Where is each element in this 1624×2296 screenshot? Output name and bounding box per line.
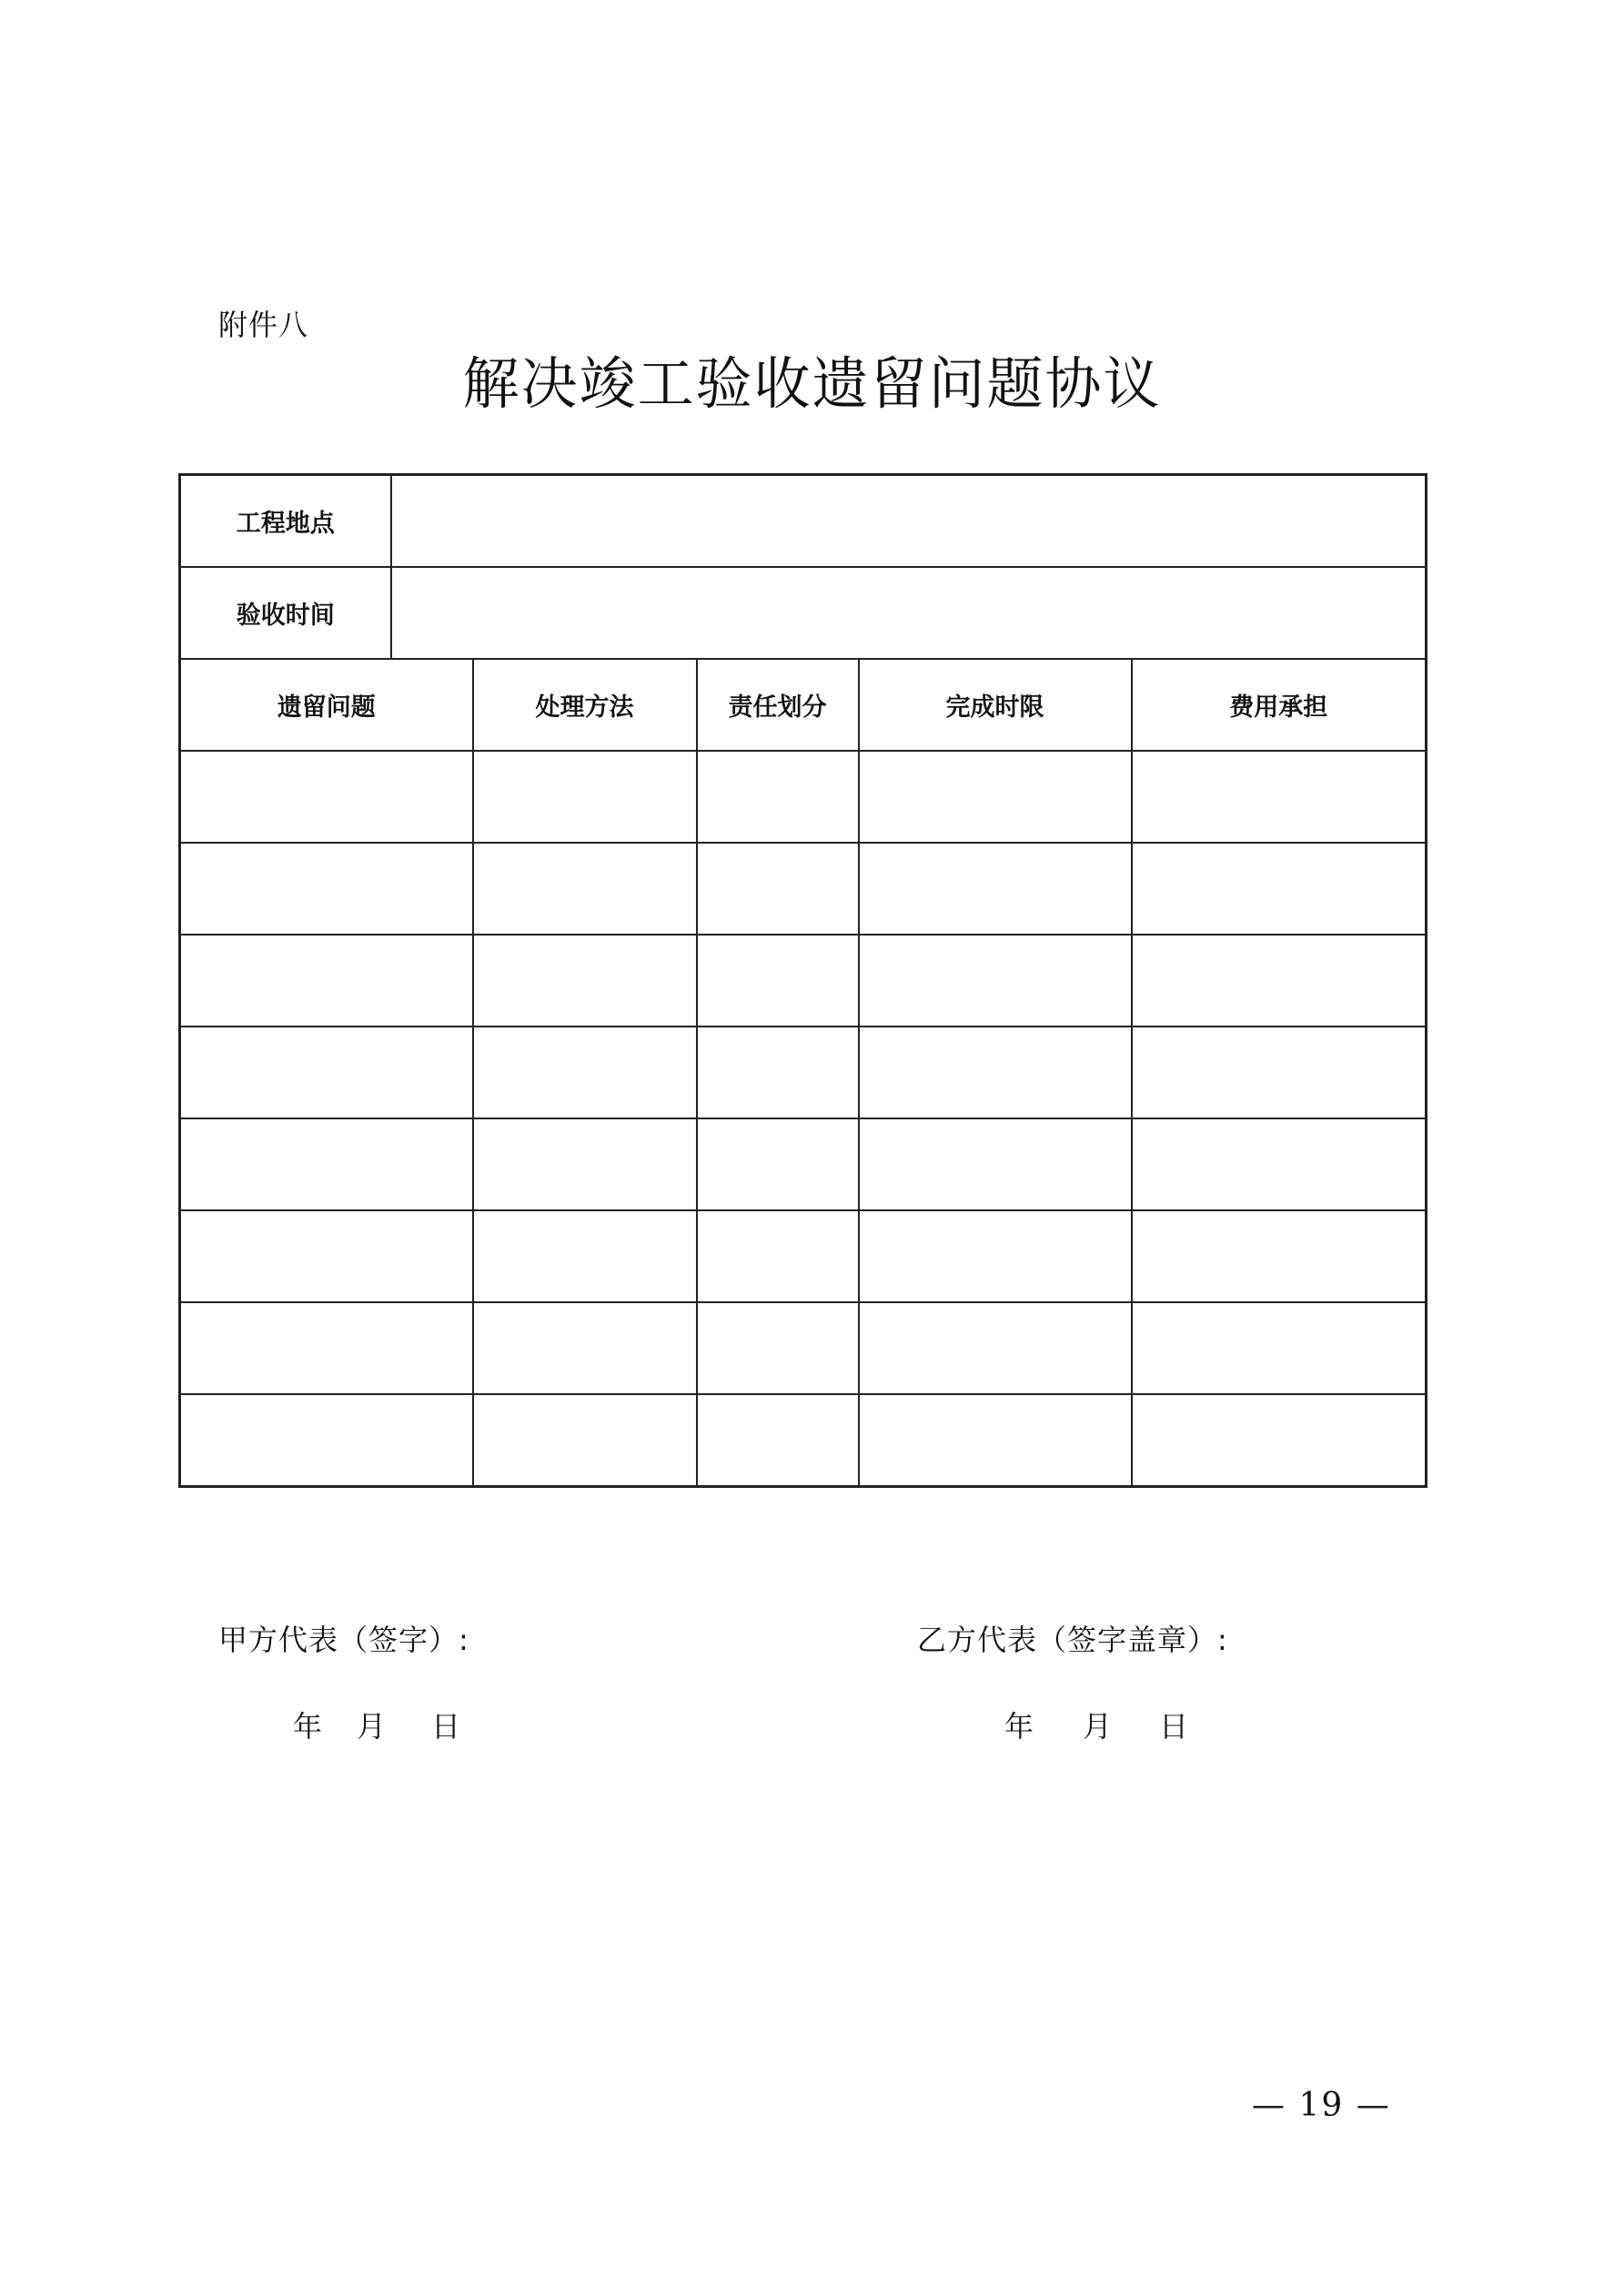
table-row bbox=[180, 1302, 1427, 1394]
table-row bbox=[180, 843, 1427, 935]
agreement-table bbox=[178, 473, 1427, 1488]
responsibility-cell[interactable] bbox=[697, 1302, 859, 1394]
remaining-issue-cell[interactable] bbox=[180, 751, 473, 843]
cost-bearing-cell[interactable] bbox=[1132, 1027, 1427, 1118]
cost-bearing-cell[interactable] bbox=[1132, 1118, 1427, 1210]
remaining-issue-cell[interactable] bbox=[180, 843, 473, 935]
cost-bearing-cell[interactable] bbox=[1132, 1394, 1427, 1487]
handling-method-cell[interactable] bbox=[473, 751, 697, 843]
attachment-label: 附件八 bbox=[218, 308, 309, 342]
party-b-date-year: 年 bbox=[1004, 1709, 1034, 1744]
handling-method-cell[interactable] bbox=[473, 1302, 697, 1394]
acceptance-time-field[interactable] bbox=[391, 567, 1427, 659]
deadline-cell[interactable] bbox=[859, 1302, 1132, 1394]
deadline-cell[interactable] bbox=[859, 1118, 1132, 1210]
party-a-date-year: 年 bbox=[293, 1709, 323, 1744]
handling-method-cell[interactable] bbox=[473, 1118, 697, 1210]
column-header-deadline: 完成时限 bbox=[859, 659, 1132, 751]
table-row bbox=[180, 935, 1427, 1027]
party-b-signature-label: 乙方代表（签字盖章）: bbox=[917, 1623, 1228, 1657]
responsibility-cell[interactable] bbox=[697, 843, 859, 935]
responsibility-cell[interactable] bbox=[697, 1118, 859, 1210]
remaining-issue-cell[interactable] bbox=[180, 1394, 473, 1487]
cost-bearing-cell[interactable] bbox=[1132, 935, 1427, 1027]
table-row bbox=[180, 1210, 1427, 1302]
project-location-field[interactable] bbox=[391, 475, 1427, 568]
responsibility-cell[interactable] bbox=[697, 935, 859, 1027]
column-header-handling-method: 处理方法 bbox=[473, 659, 697, 751]
party-b-date-month: 月 bbox=[1083, 1709, 1113, 1744]
party-a-date-month: 月 bbox=[357, 1709, 387, 1744]
handling-method-cell[interactable] bbox=[473, 1394, 697, 1487]
table-row bbox=[180, 751, 1427, 843]
blank-rows bbox=[180, 751, 1427, 1487]
responsibility-cell[interactable] bbox=[697, 751, 859, 843]
remaining-issue-cell[interactable] bbox=[180, 935, 473, 1027]
deadline-cell[interactable] bbox=[859, 1027, 1132, 1118]
party-a-signature-label: 甲方代表（签字）: bbox=[218, 1623, 469, 1657]
deadline-cell[interactable] bbox=[859, 1210, 1132, 1302]
table-row bbox=[180, 1118, 1427, 1210]
cost-bearing-cell[interactable] bbox=[1132, 1302, 1427, 1394]
cost-bearing-cell[interactable] bbox=[1132, 843, 1427, 935]
deadline-cell[interactable] bbox=[859, 843, 1132, 935]
page-number: — 19 — bbox=[1252, 2087, 1391, 2124]
column-header-cost-bearing: 费用承担 bbox=[1132, 659, 1427, 751]
project-location-label: 工程地点 bbox=[180, 475, 391, 568]
table-row bbox=[180, 1394, 1427, 1487]
responsibility-cell[interactable] bbox=[697, 1210, 859, 1302]
responsibility-cell[interactable] bbox=[697, 1027, 859, 1118]
handling-method-cell[interactable] bbox=[473, 935, 697, 1027]
remaining-issue-cell[interactable] bbox=[180, 1027, 473, 1118]
cost-bearing-cell[interactable] bbox=[1132, 1210, 1427, 1302]
cost-bearing-cell[interactable] bbox=[1132, 751, 1427, 843]
remaining-issue-cell[interactable] bbox=[180, 1210, 473, 1302]
deadline-cell[interactable] bbox=[859, 751, 1132, 843]
document-title: 解决竣工验收遗留问题协议 bbox=[462, 350, 1162, 417]
handling-method-cell[interactable] bbox=[473, 843, 697, 935]
column-header-remaining-issue: 遗留问题 bbox=[180, 659, 473, 751]
column-header-responsibility: 责任划分 bbox=[697, 659, 859, 751]
remaining-issue-cell[interactable] bbox=[180, 1302, 473, 1394]
handling-method-cell[interactable] bbox=[473, 1027, 697, 1118]
deadline-cell[interactable] bbox=[859, 1394, 1132, 1487]
remaining-issue-cell[interactable] bbox=[180, 1118, 473, 1210]
acceptance-time-label: 验收时间 bbox=[180, 567, 391, 659]
party-b-date-day: 日 bbox=[1159, 1709, 1189, 1744]
handling-method-cell[interactable] bbox=[473, 1210, 697, 1302]
party-a-date-day: 日 bbox=[431, 1709, 461, 1744]
table-row bbox=[180, 1027, 1427, 1118]
table-row bbox=[180, 475, 1427, 568]
table-header-row bbox=[180, 659, 1427, 751]
table-row bbox=[180, 567, 1427, 659]
responsibility-cell[interactable] bbox=[697, 1394, 859, 1487]
deadline-cell[interactable] bbox=[859, 935, 1132, 1027]
